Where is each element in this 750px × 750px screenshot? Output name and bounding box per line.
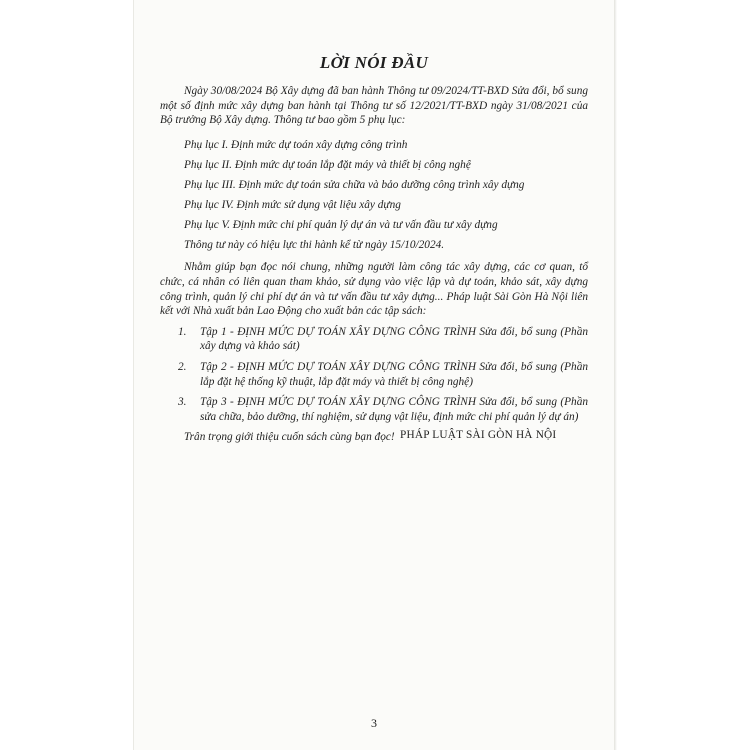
- appendix-item: Phụ lục IV. Định mức sử dụng vật liệu xây dựng: [184, 198, 401, 211]
- page-title: LỜI NÓI ĐẦU: [319, 53, 429, 72]
- appendix-list: [160, 138, 588, 232]
- volume-item: [160, 325, 588, 354]
- document-page: [134, 0, 614, 750]
- publisher-signature: PHÁP LUẬT SÀI GÒN HÀ NỘI: [400, 429, 557, 441]
- volume-number: 3.: [178, 396, 187, 409]
- closing-paragraph: Trân trọng giới thiệu cuốn sách cùng bạn đọc!: [184, 431, 395, 444]
- volume-number: 2.: [178, 360, 187, 373]
- appendix-item: Phụ lục V. Định mức chi phí quản lý dự án và tư vấn đầu tư xây dựng: [184, 218, 498, 231]
- validity-paragraph: Thông tư này có hiệu lực thi hành kể từ ngày 15/10/2024.: [184, 238, 445, 251]
- volume-text: Tập 3 - ĐỊNH MỨC DỰ TOÁN XÂY DỰNG CÔNG TRÌNH Sửa đổi, bổ sung (Phần sửa chữa, bảo dưỡng, thí nghiệm, sử dụng vật liệu, định mức chi phí quản lý dự án): [200, 396, 588, 423]
- volume-text: Tập 1 - ĐỊNH MỨC DỰ TOÁN XÂY DỰNG CÔNG TRÌNH Sửa đổi, bổ sung (Phần xây dựng và khảo sát): [200, 325, 588, 353]
- appendix-item: Phụ lục I. Định mức dự toán xây dựng công trình: [184, 138, 408, 151]
- purpose-paragraph: Nhằm giúp bạn đọc nói chung, những người làm công tác xây dựng, các cơ quan, tổ chức, cá nhân có liên quan tham khảo, sử dụng vào việc lập và dự toán, khảo sát, xây dựng công trình, quản lý chi phí dự án và tư vấn đầu tư xây dựng... Pháp luật Sài Gòn Hà Nội liên kết với Nhà xuất bản Lao Động cho xuất bản các tập sách:: [160, 261, 588, 318]
- appendix-item: Phụ lục III. Định mức dự toán sửa chữa và bảo dưỡng công trình xây dựng: [184, 178, 525, 191]
- appendix-item: Phụ lục II. Định mức dự toán lắp đặt máy và thiết bị công nghệ: [184, 158, 471, 171]
- volume-text: Tập 2 - ĐỊNH MỨC DỰ TOÁN XÂY DỰNG CÔNG TRÌNH Sửa đổi, bổ sung (Phần lắp đặt hệ thống kỹ thuật, lắp đặt máy và thiết bị công nghệ): [200, 360, 588, 388]
- page-number: 3: [371, 716, 377, 730]
- volume-number: 1.: [178, 325, 187, 338]
- intro-paragraph: Ngày 30/08/2024 Bộ Xây dựng đã ban hành Thông tư 09/2024/TT-BXD Sửa đổi, bổ sung một số định mức xây dựng ban hành tại Thông tư số 12/2021/TT-BXD ngày 31/08/2021 của Bộ trưởng Bộ Xây dựng. Thông tư bao gồm 5 phụ lục:: [160, 85, 588, 127]
- document-body: [160, 84, 588, 445]
- volume-item: [160, 395, 588, 424]
- volume-item: [160, 360, 588, 389]
- volume-list: [160, 325, 588, 425]
